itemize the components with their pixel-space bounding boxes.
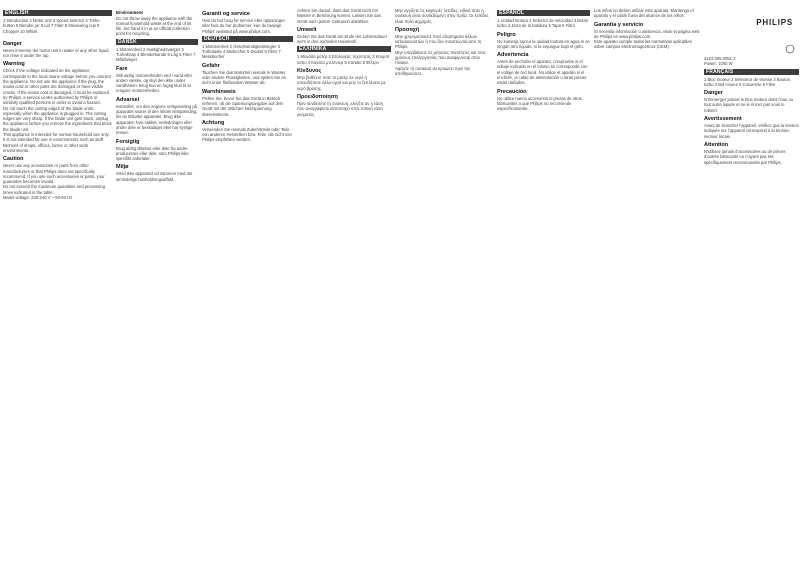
power-note: Power: 1000 W — [704, 61, 733, 67]
intro-text: 1 Introduction 2 Motor unit 3 Speed selector 4 Turbo button 5 Blender jar 6 Lid 7 Filter 8 Measuring cup 9 Chopper 10 Whisk — [3, 18, 100, 34]
heading-garantia: Garantía y servicio — [594, 21, 644, 28]
caution-text: Never use any accessories or parts from other manufacturers or that Philips does not specifically recommend. If you use such accessories or parts, your guarantee becomes invalid. — [3, 163, 105, 185]
heading-danger-fr: Danger — [704, 90, 723, 97]
language-bar-german: DEUTSCH — [202, 36, 293, 42]
column-english: ENGLISH 1 Introduction 2 Motor unit 3 Speed selector 4 Turbo button 5 Blender jar 6 Lid 7 Filter 8 Measuring cup 9 Chopper 10 Whisk Danger Never immerse the motor unit in water or any other liquid, nor rinse it under the tap. Warning Check if the voltage indicated on the appliance corresponds to the local mains voltage before you connect the appliance. Do not use the appliance if the plug, the mains cord or other parts are damaged or have visible cracks. If the mains cord is damaged, it must be replaced by Philips, a service centre authorised by Philips or similarly qualified persons in order to avoid a hazard. Do not touch the cutting edges of the blade units, especially when the appliance is plugged in. The cutting edges are very sharp. If the blade unit gets stuck, unplug the appliance before you remove the ingredients that block the blade unit. This appliance is intended for normal household use only. It is not intended for use in environments such as staff kitchens of shops, offices, farms or other work environments. Caution Never use any accessories or parts from other manufacturers or that Philips does not specifically recommend. If you use such accessories or parts, your guarantee becomes invalid. Do not exceed the maximum quantities and processing times indicated in the table. Mains voltage: 220-240 V ~ 50-60 Hz — [3, 10, 112, 201]
column-french: PHILIPS 4222.005.0051.2 Power: 1000 W FRANÇAIS 1 Bloc moteur 2 Sélecteur de vitesse 3 Bouton turbo 4 Bol mixeur 5 Couvercle 6 Filtre Danger N’immergez jamais le bloc moteur dans l’eau ou tout autre liquide et ne le rincez pas sous le robinet. Avertissement Avant de brancher l’appareil, vérifiez que la tension indiquée sur l’appareil correspond à la tension secteur locale. Attention N’utilisez jamais d’accessoires ou de pièces d’autres fabricants ou n’ayant pas été spécifiquement recommandés par Philips. — [704, 18, 799, 165]
heading-advertencia: Advertencia — [497, 52, 529, 59]
heading-proeidopoiisi: Προειδοποίηση — [297, 93, 338, 100]
language-bar-danish: DANSK — [116, 39, 198, 45]
language-bar-french: FRANÇAIS — [704, 69, 799, 75]
german-danger-text: Tauchen Sie das Motorteil niemals in Wasser oder andere Flüssigkeiten, und spülen Sie es nicht unter fließendem Wasser ab. — [202, 69, 286, 86]
spanish-danger-text: No sumerja nunca la unidad motora en agua ni en ningún otro líquido, ni la enjuague bajo el grifo. — [497, 38, 590, 49]
heading-prosochi: Προσοχή — [395, 26, 420, 33]
heading-danger: Danger — [3, 40, 22, 47]
language-bar-greek: ΕΛΛΗΝΙΚΑ — [297, 46, 391, 52]
heading-kindunos: Κίνδυνος — [297, 68, 322, 75]
heading-gefahr: Gefahr — [202, 62, 220, 69]
warning-text: Check if the voltage indicated on the appliance corresponds to the local mains voltage before you connect the appliance. Do not use the appliance if the plug, the mains cord or other parts are damaged or have visible cracks. If the mains cord is damaged, it must be replaced by Philips, a service centre authorised by Philips or similarly qualified persons in order to avoid a hazard. — [3, 68, 112, 106]
heading-warning: Warning — [3, 61, 25, 68]
column-greek: Μην αγγίζετε τις κοφτερές λεπίδες, ειδικά όταν η συσκευή είναι συνδεδεμένη στην πρίζα. Οι λεπίδες είναι πολύ αιχμηρές. Προσοχή Μην χρησιμοποιείτε ποτέ εξαρτήματα άλλων κατασκευαστών ή που δεν συνιστώνται από τη Philips. Μην υπερβαίνετε τις μέγιστες ποσότητες και τους χρόνους επεξεργασίας που αναφέρονται στον πίνακα. Αφήστε τη συσκευή να κρυώσει πριν την αποθηκεύσετε. — [395, 8, 493, 565]
philips-logo: PHILIPS — [756, 18, 793, 27]
heading-forsigtig: Forsigtig — [116, 138, 140, 145]
greek-danger-text: Μην βυθίζετε ποτέ το μοτέρ σε νερό ή οποιοδήποτε άλλο υγρό και μην το ξεπλένετε με νερό βρύσης. — [297, 75, 386, 91]
heading-umwelt: Umwelt — [297, 26, 317, 33]
column-danish-german: Garanti og service Hvis du har brug for service eller oplysninger, eller hvis du har problemer, kan du besøge Philips' websted på www.philips.com. DEUTSCH 1 Motoreinheit 2 Geschwindigkeitsregler 3 Turbotaste 4 Mixbecher 5 Deckel 6 Filter 7 Messbecher Gefahr Tauchen Sie das Motorteil niemals in Wasser oder andere Flüssigkeiten, und spülen Sie es nicht unter fließendem Wasser ab. Warnhinweis Prüfen Sie, bevor Sie das Gerät in Betrieb nehmen, ob die Spannungsangabe auf dem Gerät mit der örtlichen Netzspannung übereinstimmt. Achtung Verwenden Sie niemals Zubehörteile oder Teile von anderen Herstellern bzw. Teile, die nicht von Philips empfohlen werden. — [202, 11, 292, 143]
mains-note: Mains voltage: 220-240 V ~ 50-60 Hz — [3, 195, 73, 201]
column-spanish: ESPAÑOL 1 Unidad motora 2 Selector de velocidad 3 Botón turbo 4 Jarra de la batidora 5 Tapa 6 Filtro Peligro No sumerja nunca la unidad motora en agua ni en ningún otro líquido, ni la enjuague bajo el grifo. Advertencia Antes de enchufar el aparato, compruebe si el voltaje indicado en el mismo se corresponde con el voltaje de red local. No utilice el aparato si el enchufe, el cable de alimentación u otras piezas están dañados. Precaución No utilice nunca accesorios ni piezas de otros fabricantes o que Philips no recomiende específicamente. — [497, 10, 590, 112]
column-english-2: Environment Do not throw away the appliance with the normal household waste at the end of its life, but hand it in at an official collection point for recycling. DANSK 1 Motorenhed 2 Hastighedsvælger 3 Turboknap 4 Blenderkande 5 Låg 6 Filter 7 Målebæger Fare Stik aldrig motorenheden ned i vand eller anden væske, og skyl den ikke under vandhanen. Brug kun en fugtig klud til at rengøre motorenheden. Advarsel Kontroller, om den angivne netspænding på apparatet svarer til den lokale netspænding, før du tilslutter apparatet. Brug ikke apparatet, hvis stikket, netledningen eller andre dele er beskadiget eller har synlige revner. Forsigtig Brug aldrig tilbehør eller dele fra andre producenter eller dele, som Philips ikke specifikt anbefaler. Miljø Smid ikke apparatet ud sammen med det almindelige husholdningsaffald. — [116, 10, 198, 182]
column-spanish-2: Los niños no deben utilizar este aparato. Mantenga el aparato y el cable fuera del alcance de los niños. Garantía y servicio Si necesita información o asistencia, visite la página web de Philips en www.philips.com. Este aparato cumple todas las normativas aplicables sobre campos electromagnéticos (CEM). — [594, 8, 700, 50]
heading-miljo: Miljø — [116, 164, 129, 171]
heading-achtung: Achtung — [202, 119, 225, 126]
heading-advarsel: Advarsel — [116, 96, 140, 103]
heading-warnhinweis: Warnhinweis — [202, 88, 236, 95]
language-bar-spanish: ESPAÑOL — [497, 10, 590, 16]
danish-danger-text: Stik aldrig motorenheden ned i vand eller anden væske, og skyl den ikke under vandhanen. Brug kun en fugtig klud til at rengøre motorenheden. — [116, 72, 193, 94]
heading-caution: Caution — [3, 156, 24, 163]
column-german-2: Achten Sie darauf, dass das Gerät nicht mit Wasser in Berührung kommt. Lassen Sie das Gerät nach jedem Gebrauch abkühlen. Umwelt Geben Sie das Gerät am Ende der Lebensdauer nicht in den normalen Hausmüll. ΕΛΛΗΝΙΚΑ 1 Μονάδα μοτέρ 2 Επιλογέας ταχύτητας 3 Κουμπί turbo 4 Κανάτα μπλέντερ 5 Καπάκι 6 Φίλτρο Κίνδυνος Μην βυθίζετε ποτέ το μοτέρ σε νερό ή οποιοδήποτε άλλο υγρό και μην το ξεπλένετε με νερό βρύσης. Προειδοποίηση Πριν συνδέσετε τη συσκευή, ελέγξτε αν η τάση που αναγράφεται αντιστοιχεί στην τοπική τάση ρεύματος. — [297, 8, 390, 117]
language-bar-english: ENGLISH — [3, 10, 112, 16]
heading-garanti: Garanti og service — [202, 11, 250, 17]
heading-peligro: Peligro — [497, 31, 516, 38]
heading-avertissement: Avertissement — [704, 116, 742, 123]
heading-attention: Attention — [704, 141, 729, 148]
revision-code: 4222.005.0051.2 — [704, 56, 736, 61]
heading-fare: Fare — [116, 65, 128, 72]
registered-mark-icon — [785, 44, 795, 54]
heading-precaucion: Precaución — [497, 88, 527, 95]
french-danger-text: N’immergez jamais le bloc moteur dans l’eau ou tout autre liquide et ne le rincez pas sous le robinet. — [704, 97, 794, 113]
